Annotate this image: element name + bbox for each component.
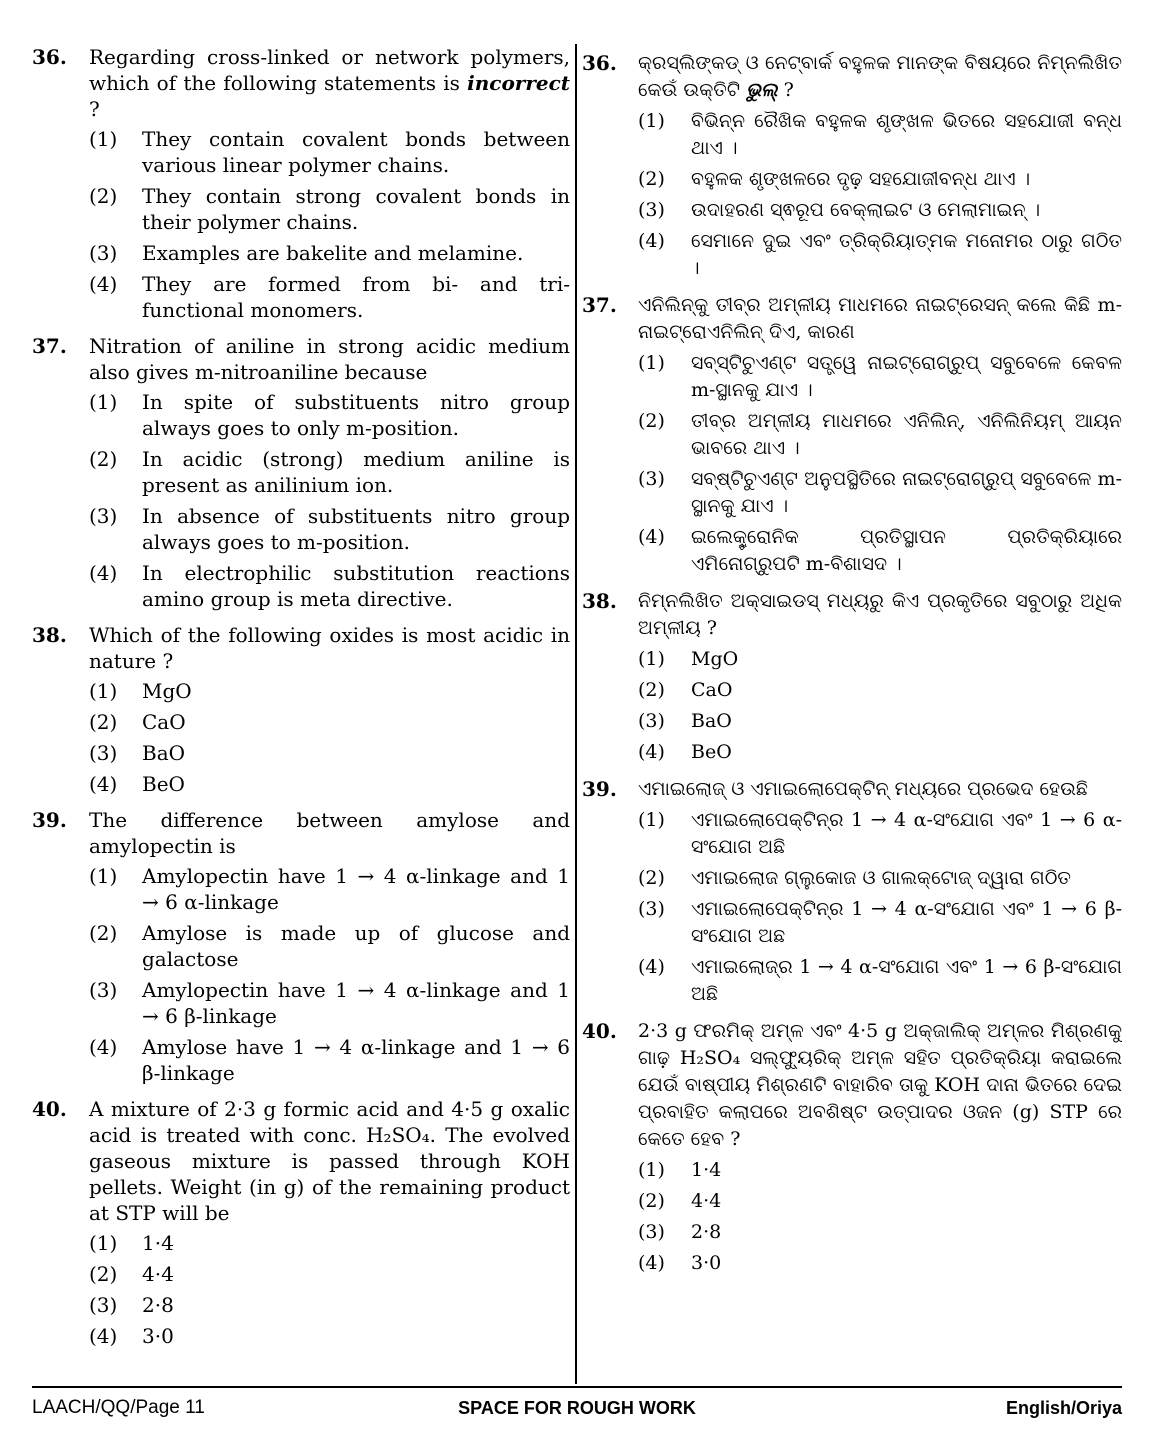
question-number: 37. [32,334,67,358]
option-2 [89,446,570,498]
option-text: 2·8 [691,1221,722,1243]
question-text: 2·3 g ଫରମିକ୍ ଅମ୍ଳ ଏବଂ 4·5 g ଅକ୍‌ଜାଲିକ୍ ଅମ୍ଳର ମିଶ୍ରଣକୁ ଗାଢ଼ H₂SO₄ ସଲ୍‌ଫ୍ୟୁରିକ୍ ଅମ୍ଳ ସହିତ ପ୍ରତିକ୍ରିୟା କରାଇଲେ ଯେଉଁ ବାଷ୍ପୀୟ ମିଶ୍ରଣଟି ବାହାରିବ ତାକୁ KOH ଦାନା ଭିତରେ ଦେଇ ପ୍ରବାହିତ କଲାପରେ ଅବଶିଷ୍ଟ ଉତ୍ପାଦର ଓଜନ (g) STP ରେ କେତେ ହେବ ? [638,1020,1122,1150]
question-37-or [582,292,1122,578]
option-text: ଏମାଇଲୋପେକ୍‌ଟିନ୍‌ର 1 → 4 α-ସଂଯୋଗ ଏବଂ 1 → 6 β-ସଂଯୋଗ ଅଛ [691,898,1122,947]
option-number: (3) [638,199,665,221]
option-number: (2) [89,184,118,208]
question-text: Which of the following oxides is most acidic in nature ? [89,623,570,673]
question-number: 40. [32,1097,67,1121]
option-number: (2) [638,867,665,889]
option-number: (3) [638,1221,665,1243]
options-list [638,350,1122,578]
options-list [638,108,1122,282]
option-text: 1·4 [691,1159,722,1181]
question-number: 36. [582,51,617,75]
option-number: (4) [638,741,665,763]
question-40-en [32,1096,570,1349]
option-text: BeO [142,772,185,796]
option-text: MgO [142,679,192,703]
option-text: In absence of substituents nitro group always goes to m-position. [142,504,570,554]
option-number: (1) [89,127,118,151]
question-40-or [582,1018,1122,1277]
question-number: 38. [32,623,67,647]
option-1 [89,678,570,704]
option-text: MgO [691,648,739,670]
option-text: 3·0 [142,1324,174,1348]
column-divider [575,44,577,1384]
question-text-part: ? [89,97,100,121]
question-text [638,50,1122,104]
option-number: (1) [638,1159,665,1181]
option-4 [638,228,1122,282]
option-1 [89,126,570,178]
option-number: (4) [638,230,665,252]
option-4 [638,524,1122,578]
option-text: BaO [691,710,732,732]
question-number: 39. [32,808,67,832]
english-column [32,44,570,1384]
option-text: ଉଦାହରଣ ସ୍ଵରୂପ ବେକ୍‌ଲାଇଟ ଓ ମେଲାମାଇନ୍ । [691,199,1041,221]
option-text: ବିଭିନ୍ନ ରୈଖିକ ବହୁଳକ ଶୃଙ୍ଖଳ ଭିତରେ ସହଯୋଜୀ ବନ୍ଧ ଥାଏ । [691,110,1122,159]
option-3 [89,1292,570,1318]
question-number: 36. [32,45,67,69]
options-list [89,863,570,1086]
option-number: (4) [89,272,118,296]
option-4 [89,560,570,612]
option-number: (3) [89,978,118,1002]
option-3 [89,240,570,266]
question-text-part: ? [777,79,794,101]
option-1 [89,863,570,915]
option-text: 3·0 [691,1252,722,1274]
page-footer [32,1396,1122,1422]
option-1 [89,1230,570,1256]
question-text: ଏନିଲିନ୍‌କୁ ତୀବ୍ର ଅମ୍ଳୀୟ ମାଧମରେ ନାଇଟ୍ରେସନ୍ କଲେ କିଛି m-ନାଇଟ୍ରୋଏନିଲିନ୍ ଦିଏ, କାରଣ [638,294,1122,343]
question-38-en [32,622,570,797]
option-number: (2) [89,1262,118,1286]
option-number: (4) [89,1324,118,1348]
option-text: CaO [691,679,733,701]
option-3 [89,977,570,1029]
oriya-column [582,50,1122,1384]
question-text: ଏମାଇଲୋଜ୍ ଓ ଏମାଇଲୋପେକ୍‌ଟିନ୍ ମଧ୍ୟରେ ପ୍ରଭେଦ ହେଉଛି [638,778,1088,800]
option-number: (4) [638,526,665,548]
option-number: (1) [89,390,118,414]
option-text: 1·4 [142,1231,174,1255]
options-list [89,678,570,797]
question-number: 39. [582,777,617,801]
options-list [638,1157,1122,1277]
option-4 [89,1034,570,1086]
options-list [89,126,570,323]
option-number: (3) [638,898,665,920]
option-number: (1) [89,1231,118,1255]
option-2 [638,865,1122,892]
option-text: ତୀବ୍ର ଅମ୍ଳୀୟ ମାଧମରେ ଏନିଲିନ୍, ଏନିଲିନିୟମ୍ ଆୟନ ଭାବରେ ଥାଏ । [691,410,1122,459]
option-text: They contain strong covalent bonds in their polymer chains. [142,184,570,234]
question-text: The difference between amylose and amylopectin is [89,808,570,858]
question-text-part: କ୍ରସ୍‌ଲିଙ୍କଡ୍ ଓ ନେଟ୍‌ବାର୍କ ବହୁଳକ ମାନଙ୍କ ବିଷୟରେ ନିମ୍ନଲିଖିତ କେଉଁ ଉକ୍ତିଟି [638,52,1122,101]
option-number: (2) [89,921,118,945]
option-1 [638,1157,1122,1184]
option-2 [89,920,570,972]
option-text: Amylose have 1 → 4 α-linkage and 1 → 6 β-linkage [142,1035,570,1085]
option-text: BaO [142,741,186,765]
option-2 [638,408,1122,462]
option-3 [89,740,570,766]
option-number: (3) [89,504,118,528]
option-number: (2) [638,1190,665,1212]
option-text: 4·4 [691,1190,722,1212]
options-list [89,389,570,612]
option-text: Amylose is made up of glucose and galactose [142,921,570,971]
rough-work-label: SPACE FOR ROUGH WORK [458,1398,696,1418]
option-text: In electrophilic substitution reactions amino group is meta directive. [142,561,570,611]
question-text: A mixture of 2·3 g formic acid and 4·5 g oxalic acid is treated with conc. H₂SO₄. The evolved gaseous mixture is passed through KOH pellets. Weight (in g) of the remaining product at STP will be [89,1097,570,1225]
question-36-en [32,44,570,323]
option-number: (1) [89,679,118,703]
option-2 [638,1188,1122,1215]
option-text: ବହୁଳକ ଶୃଙ୍ଖଳରେ ଦୃଢ଼ ସହଯୋଜୀବନ୍ଧ ଥାଏ । [691,168,1031,190]
option-number: (4) [89,1035,118,1059]
option-text: ଏମାଇଲୋଜ୍‌ର 1 → 4 α-ସଂଯୋଗ ଏବଂ 1 → 6 β-ସଂଯୋଗ ଅଛି [691,956,1122,1005]
question-number: 40. [582,1019,617,1043]
option-text: Examples are bakelite and melamine. [142,241,524,265]
option-1 [638,108,1122,162]
option-number: (3) [89,1293,118,1317]
question-text: Nitration of aniline in strong acidic medium also gives m-nitroaniline because [89,334,570,384]
options-list [638,646,1122,766]
option-number: (1) [89,864,118,888]
option-text: ସବ୍‌ସ୍ଟିଚୁଏଣ୍ଟ ସତ୍ତ୍ୱେ ନାଇଟ୍ରୋଗ୍ରୁପ୍ ସବୁବେଳେ କେବଳ m-ସ୍ଥାନକୁ ଯାଏ । [691,352,1122,401]
question-number: 38. [582,589,617,613]
option-4 [638,739,1122,766]
question-number: 37. [582,293,617,317]
option-number: (3) [638,468,665,490]
option-1 [638,646,1122,673]
option-number: (4) [638,956,665,978]
option-text: ଏମାଇଲୋପେକ୍‌ଟିନ୍‌ର 1 → 4 α-ସଂଯୋଗ ଏବଂ 1 → 6 α-ସଂଯୋଗ ଅଛି [691,809,1122,858]
option-2 [638,166,1122,193]
option-number: (4) [89,561,118,585]
option-3 [638,708,1122,735]
question-text [89,44,570,122]
question-39-en [32,807,570,1086]
option-2 [89,183,570,235]
question-emphasis: incorrect [467,71,570,95]
options-list [89,1230,570,1349]
option-number: (2) [89,447,118,471]
option-number: (1) [638,648,665,670]
page-label: LAACH/QQ/Page 11 [32,1397,205,1418]
option-3 [638,197,1122,224]
question-39-or [582,776,1122,1008]
option-number: (2) [638,410,665,432]
option-number: (4) [89,772,118,796]
option-text: ଏମାଇଲୋଜ ଗ୍ଲୁକୋଜ ଓ ଗାଲକ୍‌ଟୋଜ୍ ଦ୍ୱାରା ଗଠିତ [691,867,1071,889]
option-2 [89,1261,570,1287]
option-1 [638,350,1122,404]
option-text: Amylopectin have 1 → 4 α-linkage and 1 → 6 β-linkage [142,978,570,1028]
option-3 [89,503,570,555]
option-2 [638,677,1122,704]
option-4 [89,271,570,323]
footer-rule [32,1386,1122,1388]
option-3 [638,466,1122,520]
option-1 [89,389,570,441]
option-number: (1) [638,110,665,132]
question-38-or [582,588,1122,766]
option-text: They are formed from bi- and tri-functional monomers. [142,272,570,322]
option-number: (2) [638,679,665,701]
options-list [638,807,1122,1008]
option-text: ସବ୍‌ଷ୍ଟିଚୁଏଣ୍ଟ ଅନୁପସ୍ଥିତିରେ ନାଇଟ୍ରୋଗ୍ରୁପ୍ ସବୁବେଳେ m-ସ୍ଥାନକୁ ଯାଏ । [691,468,1122,517]
question-text: ନିମ୍ନଲିଖିତ ଅକ୍ସାଇଡସ୍ ମଧ୍ୟରୁ କିଏ ପ୍ରକୃତିରେ ସବୁଠାରୁ ଅଧିକ ଅମ୍ଳୀୟ ? [638,590,1122,639]
option-number: (2) [638,168,665,190]
option-text: They contain covalent bonds between various linear polymer chains. [142,127,570,177]
option-3 [638,1219,1122,1246]
language-label: English/Oriya [1005,1398,1122,1418]
option-text: ଇଲେକ୍ଟ୍ରୋନିକ ପ୍ରତିସ୍ଥାପନ ପ୍ରତିକ୍ରିୟାରେ ଏମିନୋଗ୍ରୁପଟି m-ବିଶାସଦ । [691,526,1122,575]
option-text: CaO [142,710,186,734]
question-text-part: Regarding cross-linked or network polymers, which of the following statements is [89,45,570,95]
option-number: (3) [89,241,118,265]
option-4 [89,771,570,797]
option-2 [89,709,570,735]
option-number: (1) [638,809,665,831]
question-37-en [32,333,570,612]
option-4 [89,1323,570,1349]
option-number: (2) [89,710,118,734]
option-text: 4·4 [142,1262,174,1286]
option-text: BeO [691,741,732,763]
option-text: 2·8 [142,1293,174,1317]
option-number: (3) [638,710,665,732]
question-emphasis: ଭୁଲ୍ [746,79,778,101]
option-3 [638,896,1122,950]
option-4 [638,954,1122,1008]
option-1 [638,807,1122,861]
option-text: In acidic (strong) medium aniline is present as anilinium ion. [142,447,570,497]
option-4 [638,1250,1122,1277]
option-text: In spite of substituents nitro group always goes to only m-position. [142,390,570,440]
option-number: (1) [638,352,665,374]
option-number: (3) [89,741,118,765]
question-36-or [582,50,1122,282]
option-text: Amylopectin have 1 → 4 α-linkage and 1 → 6 α-linkage [142,864,570,914]
option-number: (4) [638,1252,665,1274]
option-text: ସେମାନେ ଦୁଇ ଏବଂ ତ୍ରିକ୍ରିୟାତ୍ମକ ମନୋମର ଠାରୁ ଗଠିତ । [691,230,1122,279]
